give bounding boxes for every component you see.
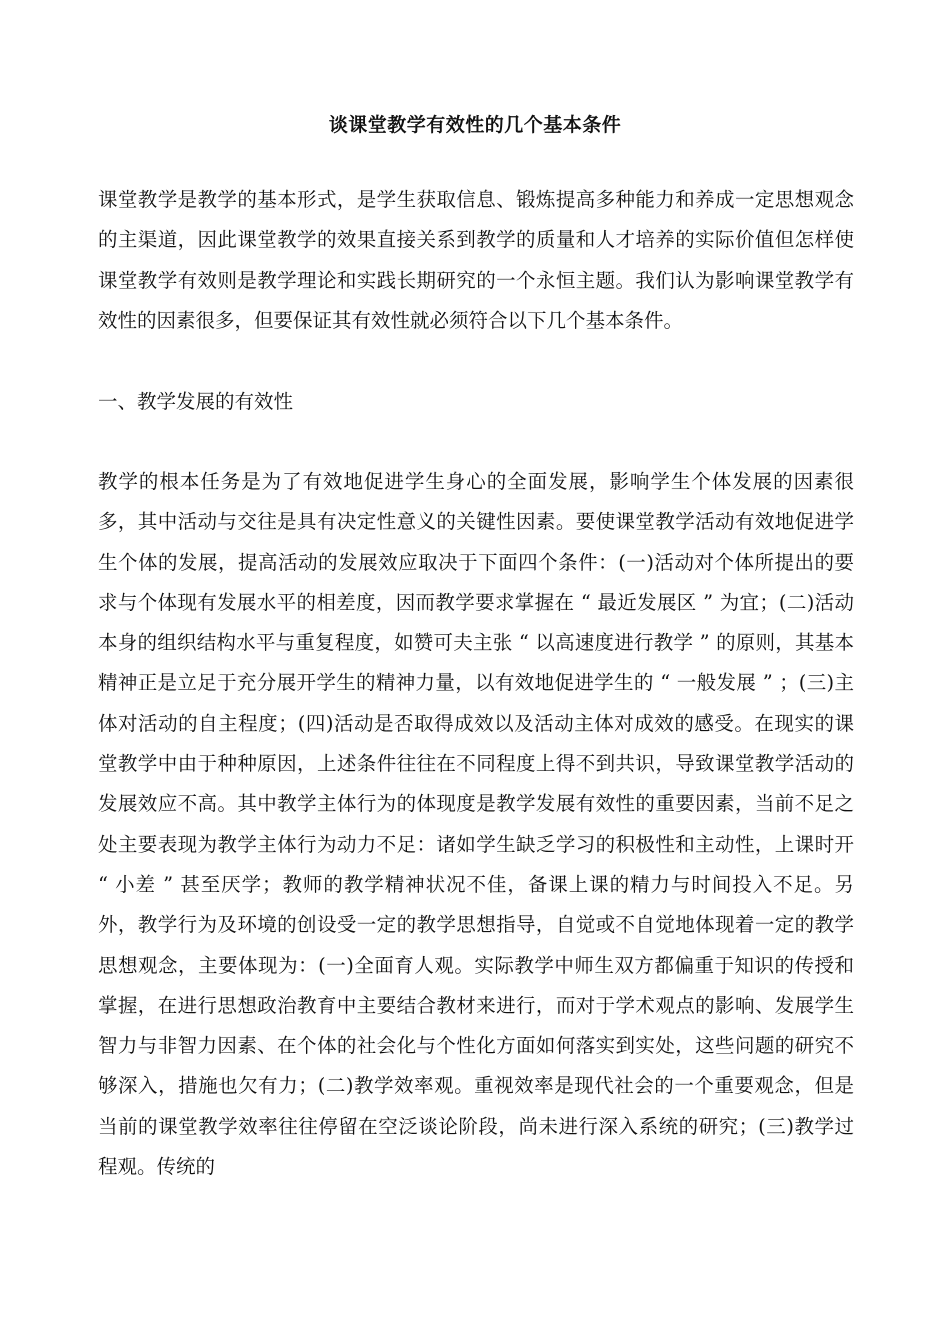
section-paragraph: 教学的根本任务是为了有效地促进学生身心的全面发展，影响学生个体发展的因素很多，其中活动与交往是具有决定性意义的关键性因素。要使课堂教学活动有效地促进学生个体的发展，提高活动的发展效应取决于下面四个条件：(一)活动对个体所提出的要求与个体现有发展水平的相差度，因而教学要求掌握在 “ 最近发展区 ” 为宜；(二)活动本身的组织结构水平与重复程度，如赞可夫主张 “ 以高速度进行教学 ” 的原则，其基本精神正是立足于充分展开学生的精神力量，以有效地促进学生的 “ 一般发展 ” ；(三)主体对活动的自主程度；(四)活动是否取得成效以及活动主体对成效的感受。在现实的课堂教学中由于种种原因，上述条件往往在不同程度上得不到共识，导致课堂教学活动的发展效应不高。其中教学主体行为的体现度是教学发展有效性的重要因素，当前不足之处主要表现为教学主体行为动力不足：诸如学生缺乏学习的积极性和主动性，上课时开 “ 小差 ” 甚至厌学；教师的教学精神状况不佳，备课上课的精力与时间投入不足。另外，教学行为及环境的创设受一定的教学思想指导，自觉或不自觉地体现着一定的教学思想观念，主要体现为：(一)全面育人观。实际教学中师生双方都偏重于知识的传授和掌握，在进行思想政治教育中主要结合教材来进行，而对于学术观点的影响、发展学生智力与非智力因素、在个体的社会化与个性化方面如何落实到实处，这些问题的研究不够深入，措施也欠有力；(二)教学效率观。重视效率是现代社会的一个重要观念，但是当前的课堂教学效率往往停留在空泛谈论阶段，尚未进行深入系统的研究；(三)教学过程观。传统的 — [98, 470, 854, 1179]
document-title: 谈课堂教学有效性的几个基本条件 — [328, 114, 622, 136]
intro-paragraph: 课堂教学是教学的基本形式，是学生获取信息、锻炼提高多种能力和养成一定思想观念的主渠道，因此课堂教学的效果直接关系到教学的质量和人才培养的实际价值但怎样使课堂教学有效则是教学理论和实践长期研究的一个永恒主题。我们认为影响课堂教学有效性的因素很多，但要保证其有效性就必须符合以下几个基本条件。 — [98, 188, 854, 332]
section-heading: 一、教学发展的有效性 — [98, 390, 294, 413]
